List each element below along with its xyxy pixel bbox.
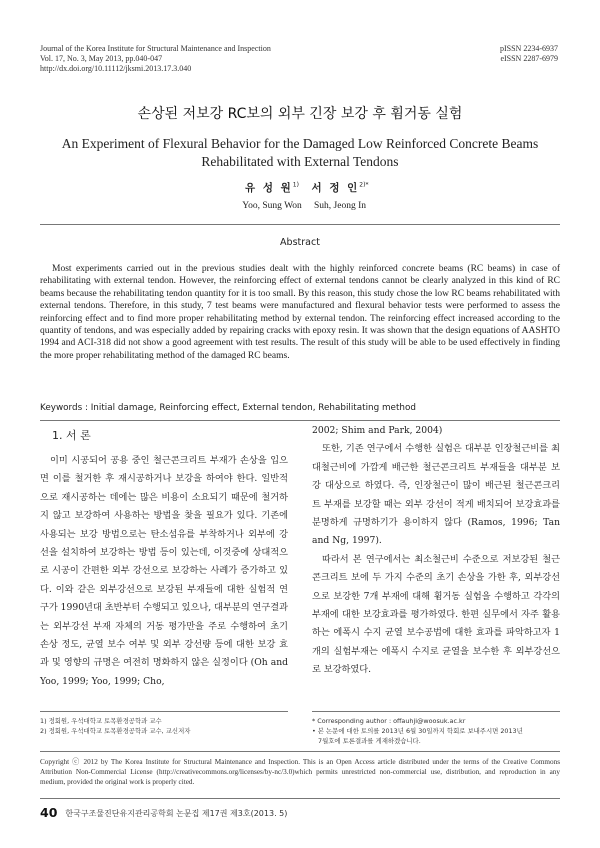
footnote-2: 2) 정회원, 우석대학교 토목환경공학과 교수, 교신저자 bbox=[40, 727, 191, 735]
footnotes-right bbox=[312, 716, 562, 746]
discussion-note-line2: 7월호에 토론결과를 게재하겠습니다. bbox=[318, 737, 421, 745]
title-english bbox=[40, 135, 560, 171]
pissn: pISSN 2234-6937 bbox=[499, 44, 558, 53]
title-english-line2: Rehabilitated with External Tendons bbox=[201, 154, 399, 169]
author-1-sup: 1) bbox=[292, 181, 299, 189]
author-1-name-ko: 유 성 원 bbox=[245, 182, 293, 194]
page-number: 40 bbox=[40, 805, 58, 820]
footnote-rule-right bbox=[312, 711, 560, 712]
footer-rule bbox=[40, 798, 560, 799]
author-2 bbox=[280, 180, 400, 211]
right-col-paragraph-2: 따라서 본 연구에서는 최소철근비 수준으로 저보강된 철근콘크리트 보에 두 가지 수준의 초기 손상을 가한 후, 외부강선으로 보강한 7개 부재에 대해 휨거동 실험을 수행하고 각각의 부재에 대한 보강효과를 평가하였다. 한편 실무에서 자주 활용하는 에폭시 수지 균열 보수공법에 대한 효과를 파악하고자 1개의 실험부재는 에폭시 수지로 균열을 보수한 후 외부강선으로 보강하였다. bbox=[312, 553, 560, 676]
footnote-rule-left bbox=[40, 711, 288, 712]
author-2-name-ko: 서 정 인 bbox=[311, 182, 360, 194]
copyright-rule bbox=[40, 751, 560, 752]
section-title-introduction: 1. 서 론 bbox=[52, 429, 91, 442]
issn-block bbox=[438, 44, 558, 64]
footer-journal-issue: 한국구조물진단유지관리공학회 논문집 제17권 제3호(2013. 5) bbox=[65, 809, 288, 818]
journal-volume: Vol. 17, No. 3, May 2013, pp.040-047 bbox=[40, 54, 163, 63]
abstract-top-rule bbox=[40, 224, 560, 225]
eissn: eISSN 2287-6979 bbox=[500, 54, 558, 63]
right-col-paragraph-1: 또한, 기존 연구에서 수행한 실험은 대부분 인장철근비를 최대철근비에 가깝게 배근한 철근콘크리트 부재들을 대부분 보강 대상으로 하였다. 즉, 인장철근이 많이 배근된 철근콘크리트 부재를 보강할 때는 외부 강선이 적게 배치되어 보강효과를 분명하게 규명하기가 용이하지 않다 (Ramos, 1996; Tan and Ng, 1997). bbox=[312, 443, 560, 547]
discussion-note-line1: • 본 논문에 대한 토의를 2013년 6월 30일까지 학회로 보내주시면 2013년 bbox=[312, 727, 523, 735]
copyright-notice: Copyright ⓒ 2012 by The Korea Institute for Structural Maintenance and Inspection. This is an Open Access article distributed under the terms of the Creative Commons Attribution Non-Commercial License (http://creativecommons.org/licenses/by-nc/3.0)which permits unrestricted non-commercial use, distribution, and reproduction in any medium, provided the original work is properly cited. bbox=[40, 758, 560, 786]
journal-header bbox=[40, 44, 370, 74]
author-1-name-en: Yoo, Sung Won bbox=[242, 201, 302, 211]
footnotes-left bbox=[40, 716, 290, 736]
body-right-column bbox=[312, 422, 560, 680]
body-left-column: 이미 시공되어 공용 중인 철근콘크리트 부재가 손상을 입으면 이를 철거한 후 재시공하거나 보강을 하여야 한다. 일반적으로 재시공하는 데에는 많은 비용이 소요되기 때문에 철거하지 않고 보강하여 사용하는 방법을 찾을 필요가 있다. 기존에 사용되는 보강 방법으로는 탄소섬유를 부착하거나 외부에 강선을 설치하여 보강하는 방법 등이 있는데, 이것중에 상대적으로 시공이 간편한 외부 강선으로 보강하는 사례가 증가하고 있다. 이와 같은 외부강선으로 보강된 부재들에 대한 실험적 연구가 1990년대 초반부터 수행되고 있으나, 대부분의 연구결과는 외부강선 부재 자체의 거동 평가만을 주로 수행하여 초기 손상 정도, 균열 보수 여부 및 외부 강선량 등에 대한 보강 효과 및 영향의 규명은 여전히 명화하지 않은 실정이다 (Oh and Yoo, 1999; Yoo, 1999; Cho, bbox=[40, 455, 288, 687]
abstract-bottom-rule bbox=[40, 420, 560, 421]
abstract-heading: Abstract bbox=[280, 237, 320, 248]
journal-name: Journal of the Korea Institute for Structural Maintenance and Inspection bbox=[40, 44, 271, 53]
abstract-body: Most experiments carried out in the previous studies dealt with the highly reinforced concrete beams (RC beams) in case of rehabilitating with external tendon. However, the reinforcing effect of external tendons cannot be clearly analyzed in this kind of RC beams because the rehabilitating tendon quantity for it is too small. By this reason, this study chose the low RC beams rehabilitated with external tendons. Therefore, in this study, 7 test beams were manufactured and flexural behavior tests were performed to assess the reinforcing effect and to find more proper rehabilitating method by external tendon. The reinforcing effect increased according to the quantity of tendons, and was especially added by repairing cracks with epoxy resin. It was shown that the design equations of AASHTO 1994 and ACI-318 did not show a good agreement with test results. The result of this study will be able to be used effectively in finding the more proper rehabilitating method of the damaged RC beams. bbox=[40, 264, 560, 361]
doi-link[interactable]: http://dx.doi.org/10.11112/jksmi.2013.17.3.040 bbox=[40, 64, 192, 73]
author-2-sup: 2)* bbox=[359, 181, 369, 189]
right-col-paragraph-0: 2002; Shim and Park, 2004) bbox=[312, 425, 443, 436]
author-2-name-en: Suh, Jeong In bbox=[314, 201, 366, 211]
corresponding-author: * Corresponding author : offauhji@woosuk.ac.kr bbox=[312, 717, 466, 725]
title-english-line1: An Experiment of Flexural Behavior for the Damaged Low Reinforced Concrete Beams bbox=[61, 136, 539, 151]
title-korean: 손상된 저보강 RC보의 외부 긴장 보강 후 휨거동 실험 bbox=[137, 106, 463, 122]
footnote-1: 1) 정회원, 우석대학교 토목환경공학과 교수 bbox=[40, 717, 162, 725]
page-footer bbox=[40, 805, 560, 820]
keywords: Keywords : Initial damage, Reinforcing effect, External tendon, Rehabilitating method bbox=[40, 403, 416, 413]
